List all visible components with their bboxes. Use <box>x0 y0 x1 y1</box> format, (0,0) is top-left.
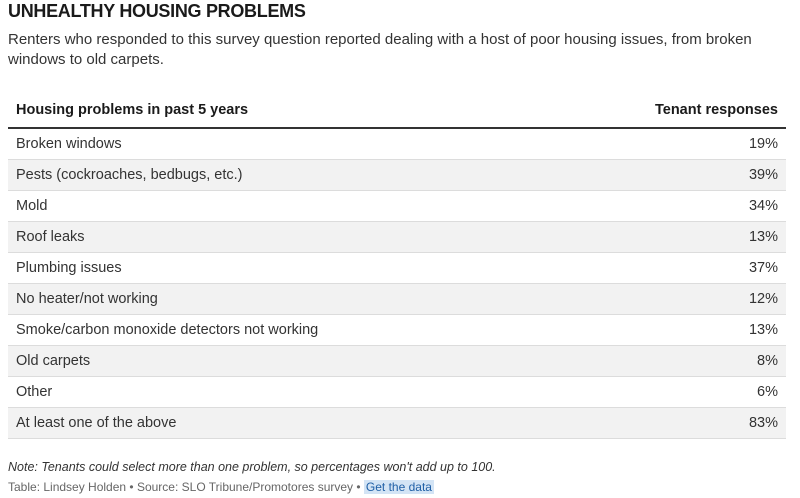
credit-line <box>8 480 786 494</box>
response-value: 39% <box>555 160 786 191</box>
response-value: 34% <box>555 191 786 222</box>
table-row <box>8 315 786 346</box>
table-row <box>8 377 786 408</box>
credit-text: Table: Lindsey Holden • Source: SLO Tribune/Promotores survey • <box>8 480 364 494</box>
problem-label: Pests (cockroaches, bedbugs, etc.) <box>8 160 555 191</box>
get-the-data-link[interactable]: Get the data <box>365 480 432 494</box>
problem-label: Plumbing issues <box>8 253 555 284</box>
table-body <box>8 128 786 439</box>
table-row <box>8 222 786 253</box>
table-row <box>8 284 786 315</box>
response-value: 12% <box>555 284 786 315</box>
column-header-problem: Housing problems in past 5 years <box>8 93 555 128</box>
table-row <box>8 191 786 222</box>
problem-label: Roof leaks <box>8 222 555 253</box>
response-value: 8% <box>555 346 786 377</box>
response-value: 6% <box>555 377 786 408</box>
response-value: 37% <box>555 253 786 284</box>
problem-label: At least one of the above <box>8 408 555 439</box>
problem-label: Other <box>8 377 555 408</box>
problem-label: Broken windows <box>8 128 555 160</box>
table-container <box>8 0 786 494</box>
problem-label: Old carpets <box>8 346 555 377</box>
response-value: 19% <box>555 128 786 160</box>
problem-label: Mold <box>8 191 555 222</box>
table-row <box>8 128 786 160</box>
table-header-row <box>8 93 786 128</box>
problem-label: No heater/not working <box>8 284 555 315</box>
response-value: 83% <box>555 408 786 439</box>
table-row <box>8 346 786 377</box>
table-row <box>8 408 786 439</box>
table-row <box>8 160 786 191</box>
footnote: Note: Tenants could select more than one problem, so percentages won't add up to 100. <box>8 460 496 474</box>
response-value: 13% <box>555 315 786 346</box>
response-value: 13% <box>555 222 786 253</box>
chart-subtitle: Renters who responded to this survey question reported dealing with a host of poor housing issues, from broken windows to old carpets. <box>8 31 752 68</box>
data-table <box>8 93 786 439</box>
column-header-responses: Tenant responses <box>555 93 786 128</box>
problem-label: Smoke/carbon monoxide detectors not working <box>8 315 555 346</box>
chart-title: UNHEALTHY HOUSING PROBLEMS <box>8 1 306 21</box>
table-row <box>8 253 786 284</box>
